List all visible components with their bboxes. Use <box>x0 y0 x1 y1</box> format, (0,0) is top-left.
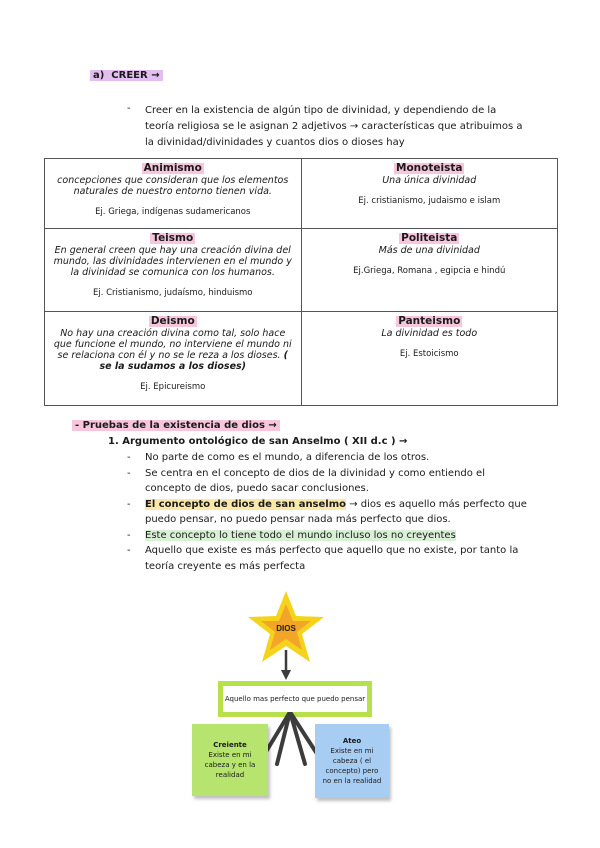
cell-politeista <box>301 229 558 311</box>
cell-example: Ej.Griega, Romana , egipcia e hindú <box>353 266 506 277</box>
note-title: Ateo <box>342 737 362 745</box>
arrow-down-icon <box>281 650 291 680</box>
list-item <box>127 497 527 528</box>
cell-description: Más de una divinidad <box>378 245 480 257</box>
cell-animismo <box>45 159 302 229</box>
list-item-text: Este concepto lo tiene todo el mundo incluso los no creyentes <box>145 529 456 541</box>
list-item <box>127 528 527 544</box>
argumento-heading: 1. Argumento ontológico de san Anselmo ( XII d.c ) → <box>108 436 408 447</box>
cell-description: Una única divinidad <box>382 175 477 186</box>
list-item-text: Se centra en el concepto de dios de la divinidad y como entiendo el concepto de dios, puedo sacar conclusiones. <box>145 467 485 494</box>
cell-example: Ej. Griega, indígenas sudamericanos <box>95 207 251 217</box>
star-label: DIOS <box>276 624 296 633</box>
cell-title: Politeista <box>401 232 458 245</box>
note-line: concepto) pero <box>325 767 379 775</box>
note-line: cabeza ( el <box>332 757 372 765</box>
note-line: no en la realidad <box>322 777 382 785</box>
list-item-bold-lead: El concepto de dios de san anselmo <box>145 498 347 510</box>
note-line: cabeza y en la <box>204 761 256 769</box>
cell-example: Ej. Epicureismo <box>140 381 206 392</box>
section-a-label: a) <box>93 70 105 81</box>
bullet-dash: - <box>127 529 131 541</box>
list-item-text: Aquello que existe es más perfecto que aquello que no existe, por tanto la teoría creyente es más perfecta <box>145 545 519 572</box>
cell-teismo <box>45 229 302 311</box>
intro-paragraph: Creer en la existencia de algún tipo de divinidad, y dependiendo de la teoría religiosa se le asignan 2 adjetivos → características que atribuimos a la divinidad/divinidades y cuantos dios o dioses hay <box>145 105 523 148</box>
cell-description: concepciones que consideran que los elementos naturales de nuestro entorno tienen vida. <box>57 175 289 197</box>
arrow-right-icon: → <box>151 70 160 81</box>
note-line: Existe en mi <box>330 747 374 755</box>
cell-deismo <box>45 311 302 405</box>
bullet-dash: - <box>127 452 131 463</box>
cell-panteismo <box>301 311 558 405</box>
cell-example: Ej. Estoicismo <box>399 348 459 359</box>
list-item <box>127 450 527 466</box>
cell-title: Panteismo <box>398 314 461 327</box>
list-item-text: No parte de como es el mundo, a diferencia de los otros. <box>145 452 430 463</box>
list-item <box>127 543 527 574</box>
creyente-note <box>192 724 268 796</box>
cell-description-bold: ( se la sudamos a los dioses) <box>99 349 288 372</box>
bullet-dash: - <box>127 545 131 556</box>
table-row <box>45 311 558 405</box>
table-row <box>45 159 558 229</box>
section-a-title: CREER <box>111 70 148 81</box>
section-a-heading <box>90 70 163 81</box>
cell-title: Deismo <box>150 314 195 327</box>
note-line: Existe en mi <box>208 751 252 759</box>
cell-title: Animismo <box>143 162 202 174</box>
bullet-dash: - <box>127 467 131 479</box>
cell-description: La divinidad es todo <box>381 327 478 339</box>
concepts-table <box>44 158 558 406</box>
note-line: realidad <box>215 771 245 779</box>
cell-description: En general creen que hay una creación divina del mundo, las divinidades intervienen en el mundo y la divinidad se comunica con los humanos. <box>53 245 292 279</box>
argument-bullet-list <box>127 450 527 574</box>
intro-bullet-dash: - <box>127 103 131 114</box>
ateo-note <box>315 724 389 798</box>
bullet-dash: - <box>127 498 131 510</box>
cell-description <box>50 328 296 372</box>
list-item-text: → dios es aquello más perfecto que puedo pensar, no puedo pensar nada más perfecto que dios. <box>145 498 527 525</box>
cell-example: Ej. Cristianismo, judaísmo, hinduismo <box>92 288 253 299</box>
cell-monoteista <box>301 159 558 229</box>
list-item <box>127 466 527 497</box>
note-title: Creiente <box>213 741 247 749</box>
table-row <box>45 229 558 311</box>
cell-title: Teismo <box>152 232 194 245</box>
pruebas-heading: - Pruebas de la existencia de dios → <box>72 420 280 431</box>
cell-description-text: No hay una creación divina como tal, solo hace que funcione el mundo, no interviene el mundo ni se relaciona con él y no se le reza a los dioses. <box>53 327 292 361</box>
cell-example: Ej. cristianismo, judaismo e islam <box>358 196 501 206</box>
cell-title: Monoteista <box>396 162 463 174</box>
concept-box: Aquello mas perfecto que puedo pensar <box>218 681 372 717</box>
